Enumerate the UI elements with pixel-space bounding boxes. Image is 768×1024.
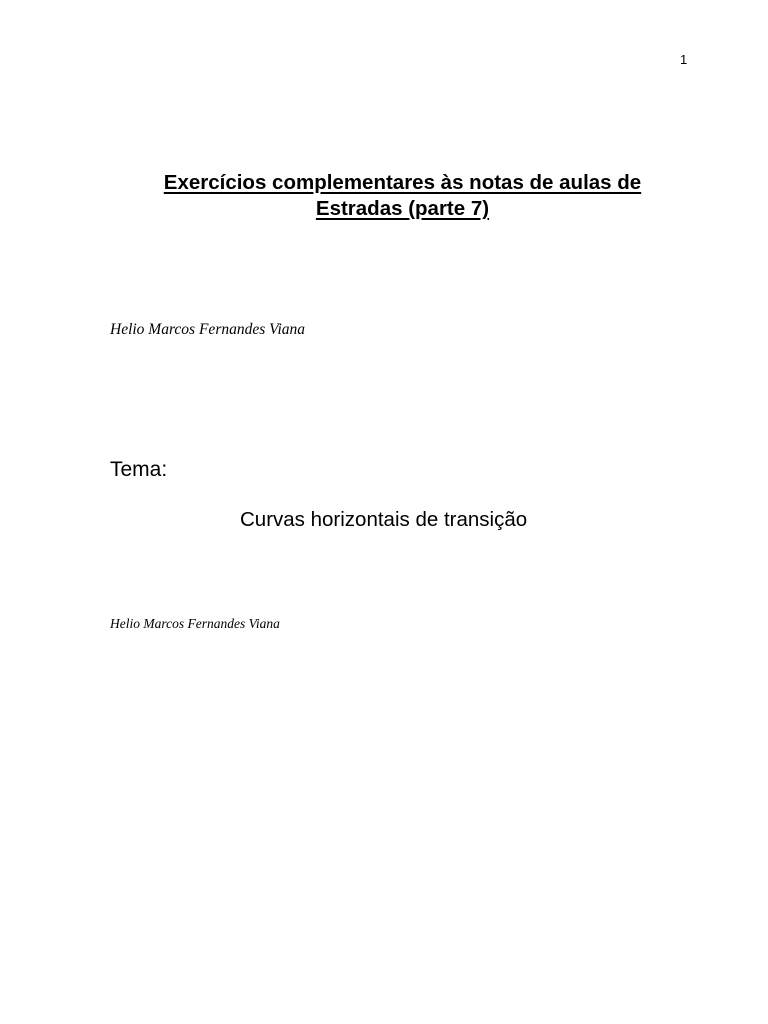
author-name-top: Helio Marcos Fernandes Viana	[110, 321, 306, 338]
tema-value: Curvas horizontais de transição	[240, 508, 528, 531]
author-name-bottom: Helio Marcos Fernandes Viana	[110, 616, 280, 631]
document-title	[110, 170, 695, 222]
page-number: 1	[680, 52, 688, 67]
tema-label: Tema:	[110, 458, 168, 481]
title-line-1: Exercícios complementares às notas de aulas de	[163, 171, 642, 194]
title-line-2: Estradas (parte 7)	[315, 197, 490, 220]
